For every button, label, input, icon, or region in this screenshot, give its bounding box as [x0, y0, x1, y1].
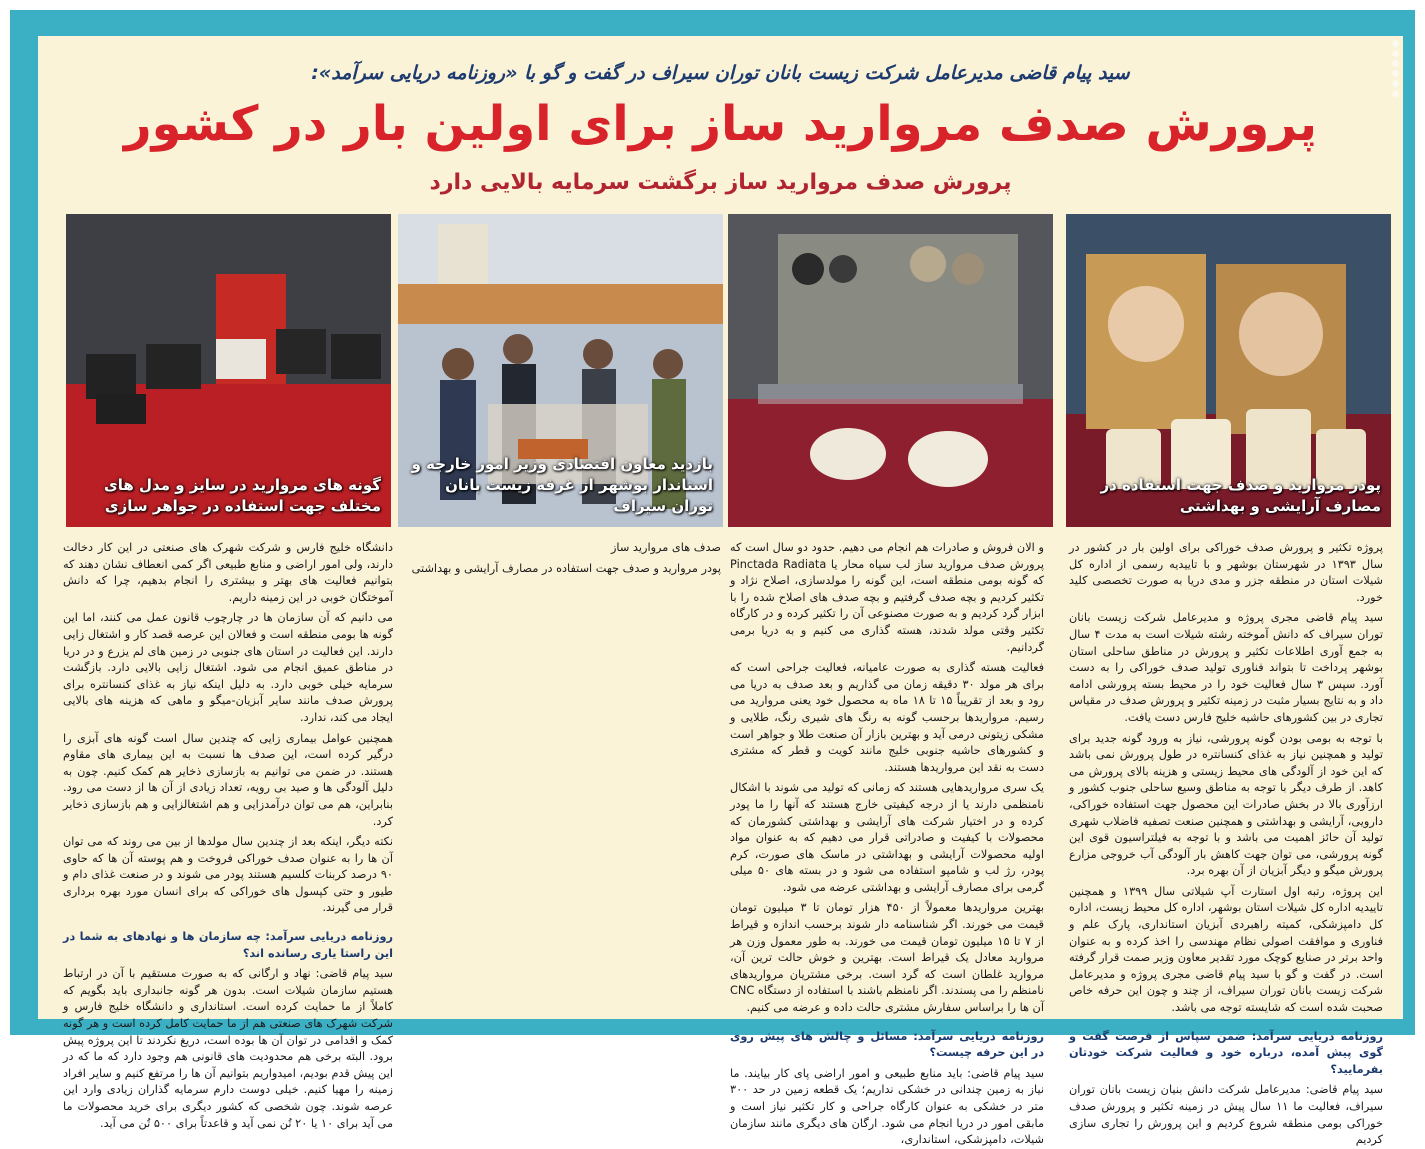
photo-caption-text: پودر مروارید و صدف جهت استفاده در مصارف آرایشی و بهداشتی: [411, 561, 721, 575]
article-column-center-left: [403, 540, 721, 1010]
photo-caption-text: صدف های مروارید ساز: [610, 541, 721, 554]
paragraph: سید پیام قاضی مجری پروژه و مدیرعامل شرکت زیست بانان توران سیراف که دانش آموخته رشته شیلات است به مدت ۴ سال به جمع آوری اطلاعات تکثیر و پرورش در مناطق ساحلی استان بوشهر پرداخت تا بتواند فناوری تولید صدف خوراکی را به دست آورد. سپس ۳ سال فعالیت خود را در محیط بسته پرورشی ادامه داد و به نتایج بسیار مثبت در زمینه تکثیر و پرورش صدف در مقیاس تجاری در بین کشورهای حاشیه خلیج فارس دست یافت.: [1069, 611, 1383, 724]
paragraph: می دانیم که آن سازمان ها در چارچوب قانون عمل می کنند، اما این گونه ها بومی منطقه است و فعالان این عرصه قصد کار و اشتغال زایی دارند. این فعالیت در استان های جنوبی در زمین های لم یزرع و در دریا در مناطق عمیق انجام می شود. اشتغال زایی بالایی دارد. بازگشت سرمایه خیلی خوبی دارد. به دلیل اینکه نیاز به غذای کنسانتره برای پرورش صدف مانند سایر آبزیان-میگو و ماهی که هزینه های بالایی ایجاد می کند، ندارد.: [63, 611, 393, 724]
photo-caption: پودر مروارید و صدف جهت استفاده در مصارف آرایشی و بهداشتی: [1100, 476, 1381, 515]
article-header: [38, 36, 1403, 216]
paragraph: دانشگاه خلیج فارس و شرکت شهرک های صنعتی در این کار دخالت دارند، ولی امور اراضی و منابع طبیعی اگر کمی انعطاف نشان دهند که بتوانیم فعالیت های بهتر و بیشتری را انجام بدهیم، چرا که دانش آموختگان خوبی در این زمینه داریم.: [63, 541, 393, 604]
paragraph: همچنین عوامل بیماری زایی که چندین سال است گونه های آبزی را درگیر کرده است، این صدف ها نسبت به این بیماری های مقاوم هستند. در ضمن می توانیم به بازسازی ذخایر هم کمک کنیم. چون به دلیل آلودگی ها و صید بی رویه، تعداد زیادی از آن ها از دست می رود. بنابراین، هم می توان درآمدزایی و هم اشتغالزایی و هم بازسازی ذخایر کرد.: [63, 731, 393, 828]
article-headline: پرورش صدف مروارید ساز برای اولین بار در کشور: [123, 96, 1318, 152]
article-column-left: [63, 540, 393, 1130]
paragraph: بهترین مرواریدها معمولاً از ۴۵۰ هزار تومان تا ۳ میلیون تومان قیمت می خورند. اگر شناسنامه دار شوند برحسب اندازه و قیراط از ۷ تا ۱۵ میلیون تومان قیمت می خورند. به طور معمول وزن هر مروارید معادل یک قیراط است. بهترین و خوش حالت ترین آن، مروارید غلطان است که گرد است. برخی مشتریان مرواریدهای نامنظم را می پسندند. اگر نامنظم باشند با استفاده از دستگاه CNC آن ها را براساس سفارش مشتری حالت داده و عرضه می کنیم.: [730, 901, 1044, 1015]
interview-answer: سید پیام قاضی: مدیرعامل شرکت دانش بنیان زیست بانان توران سیراف، فعالیت ما ۱۱ سال پیش در زمینه تکثیر و پرورش صدف خوراکی بومی منطقه شروع کردیم و این پرورش را تجاری سازی کردیم: [1069, 1083, 1383, 1147]
article-column-middle: [730, 540, 1045, 1147]
newspaper-page: [38, 36, 1403, 1147]
photo-pearl-powder: [1066, 214, 1391, 527]
photo-pearl-oysters: [728, 214, 1053, 527]
interview-question: روزنامه دریایی سرآمد: مسائل و چالش های پیش روی در این حرفه چیست؟: [730, 1029, 1044, 1060]
paragraph: با توجه به بومی بودن گونه پرورشی، نیاز به ورود گونه جدید برای تولید و همچنین نیاز به غذای کنسانتره در طول پرورش نمی باشد که این خود از آلودگی های محیط زیستی و هزینه بالای پرورش می کاهد. از طرف دیگر با توجه به مناطق وسیع ساحلی جنوب کشور و ارزآوری بالا در بخش صادرات این محصول جهت استفاده خوراکی، دارویی، آرایشی و بهداشتی و همچنین صنعت تصفیه فاضلاب شهری تولید آن حائز اهمیت می باشد و با توجه به فیلتراسیون قوی این گونه پرورشی، می توان جهت کاهش بار آلودگی آب خروجی مزارع پرورش میگو و دیگر آبزیان از آن بهره برد.: [1069, 731, 1383, 878]
photo-caption: بازدید معاون اقتصادی وزیر امور خارجه و استاندار بوشهر از غرفه زیست بانان توران سیراف: [411, 455, 713, 515]
paragraph: نکته دیگر، اینکه بعد از چندین سال مولدها از بین می روند که می توان آن ها را به عنوان صدف خوراکی فروخت و هم پوسته آن ها که حاوی ۹۰ درصد کربنات کلسیم هستند پودر می شوند و در صنعت غذای دام و طیور و حتی کپسول های خوراکی که برای انسان مورد بهره برداری قرار می گیرند.: [63, 835, 393, 915]
page-border: [10, 10, 1415, 1147]
paragraph: پروژه تکثیر و پرورش صدف خوراکی برای اولین بار در کشور در سال ۱۳۹۳ در شهرستان بوشهر و با تاییدیه رسمی از اداره کل شیلات استان در منطقه جزر و مدی دریا به صورت تخصصی کلید خورد.: [1069, 541, 1383, 604]
paragraph: این پروژه، رتبه اول استارت آپ شیلاتی سال ۱۳۹۹ و همچنین تاییدیه اداره کل شیلات استان بوشهر، اداره کل محیط زیست، اداره کل دامپزشکی، کمیته راهبردی آبزیان استانداری، پارک علم و فناوری و موافقت اصولی نظام مهندسی را اخذ کرده و به عنوان واحد برتر در صنایع کوچک مورد تقدیر معاون وزیر صمت قرار گرفته است. در گفت و گو با سید پیام قاضی مجری پروژه و مدیرعامل شرکت زیست بانان توران سیراف، از چند و چون این حرفه خاص صحبت شده است که شایسته توجه می باشد.: [1069, 884, 1383, 1015]
pearl-oysters-image: [728, 214, 1053, 527]
interview-question: روزنامه دریایی سرآمد: ضمن سپاس از فرصت گفت و گوی پیش آمده، درباره خود و فعالیت شرکت خودتان بفرمایید؟: [1069, 1029, 1383, 1076]
photo-pearl-varieties: [66, 214, 391, 527]
paragraph: یک سری مرواریدهایی هستند که زمانی که تولید می شوند با اشکال نامنظمی دارند یا از درجه کیفیتی خارج هستند که آنها را ما پودر کرده و در اختیار شرکت های آرایشی و بهداشتی کشورمان که محصولات با کیفیت و صادراتی قرار می دهیم که به عنوان مواد اولیه محصولات آرایشی و بهداشتی در ماسک های صورت، کرم پودر، رژ لب و شامپو استفاده می شود و در بسته های ۵۰ میلی گرمی برای مصارف آرایشی و بهداشتی عرضه می شود.: [730, 781, 1044, 894]
paragraph: فعالیت هسته گذاری به صورت عامیانه، فعالیت جراحی است که برای هر مولد ۳۰ دقیقه زمان می گذاریم و بعد صدف به دریا می رود و بعد از تقریباً ۱۵ تا ۱۸ ماه به محصول خود یعنی مروارید می رسیم. مرواریدها برحسب گونه به رنگ های شیری رنگ، طلایی و مشکی زیتونی درمی آید و بهترین بازار آن صنعت طلا و جواهر است و کشورهای حاشیه جنوبی خلیج مانند کویت و قطر که مشتری دست به نقد این مرواریدها هستند.: [730, 661, 1044, 774]
photo-caption: گونه های مروارید در سایز و مدل های مختلف جهت استفاده در جواهر سازی: [104, 476, 381, 515]
article-kicker: سید پیام قاضی مدیرعامل شرکت زیست بانان توران سیراف در گفت و گو با «روزنامه دریایی سرآمد»:: [311, 62, 1130, 84]
interview-answer: سید پیام قاضی: باید منابع طبیعی و امور اراضی پای کار بیایند. ما نیاز به زمین چندانی در خشکی نداریم؛ یک قطعه زمین در حد ۳۰۰ متر در خشکی به عنوان کارگاه جراحی و کار تکثیر نیاز است و مابقی امور در دریا انجام می شود. ارگان های دیگری مانند سازمان شیلات، دامپزشکی، استانداری،: [730, 1066, 1044, 1147]
photo-official-visit: [398, 214, 723, 527]
article-body: [58, 540, 1383, 1147]
interview-question: روزنامه دریایی سرآمد: چه سازمان ها و نهادهای به شما در این راستا یاری رسانده اند؟: [63, 930, 393, 960]
paragraph: و الان فروش و صادرات هم انجام می دهیم. حدود دو سال است که پرورش صدف مروارید ساز لب سیاه محار یا Pinctada Radiata که گونه بومی منطقه است، این گونه را مولدسازی، اصلاح نژاد و تکثیر کردیم و بچه صدف گرفتیم و بچه صدف های اصلاح شده را با ابزار گرد کردیم و به صورت مصنوعی آن را تکثیر کرده و در کارگاه تکثیر وقتی مولد شدند، هسته گذاری می کنیم و به دریا برمی گردانیم.: [730, 541, 1045, 654]
article-subheadline: پرورش صدف مروارید ساز برگشت سرمایه بالایی دارد: [429, 170, 1012, 195]
article-column-right: [1069, 540, 1383, 1147]
interview-answer: سید پیام قاضی: نهاد و ارگانی که به صورت مستقیم با آن در ارتباط هستیم سازمان شیلات است. بدون هر گونه جانبداری باید بگویم که کاملاً از ما حمایت کرده است. استانداری و دانشگاه خلیج فارس و شرکت شهرک های صنعتی هم از ما حمایت کامل کرده است و هر گونه کمک و اقدامی در توان آن ها بوده است، دریغ نکردند تا این پروژه پیش برود. البته برخی هم محدودیت های قانونی هم وجود دارد که ما که در این پیش قدم بودیم، امیدواریم بتوانیم آن ها را مرتفع کنیم و سایر افراد زمینه را مهیا کنیم. خیلی دوست دارم سرمایه گذاران زیادی وارد این عرصه شوند. چون شخصی که کشور دیگری برای خرید محصولات ما می آید برای ۱۰ یا ۲۰ تُن نمی آید و قاعدتاً برای ۵۰۰ تُن می آید.: [63, 967, 393, 1130]
